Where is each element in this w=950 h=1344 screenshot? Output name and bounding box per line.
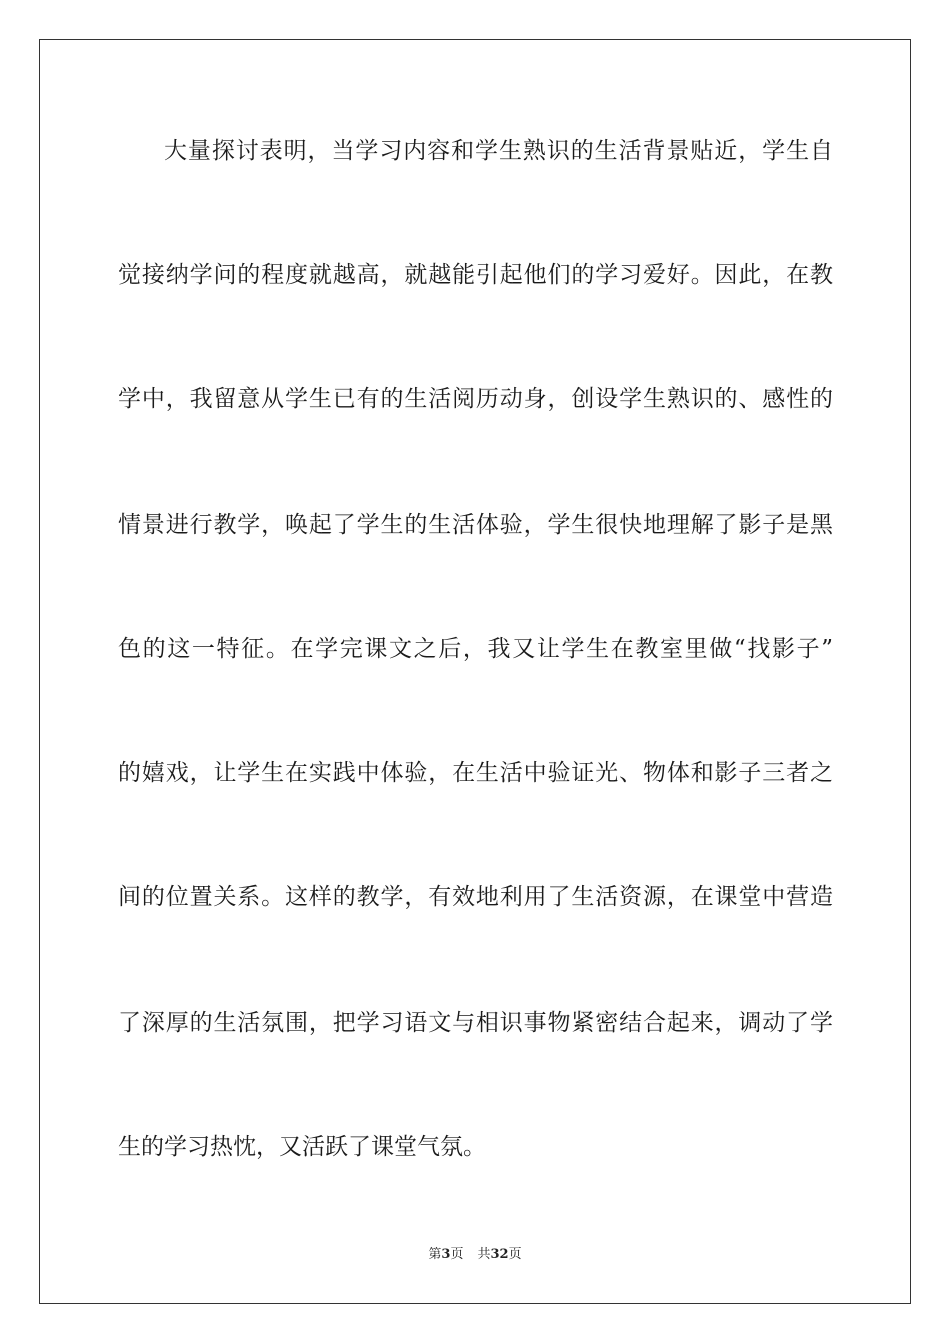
total-suffix: 页 [508,1247,522,1262]
paragraph-line-9: 生的学习热忱，又活跃了课堂气氛。 [118,1134,486,1160]
page-suffix: 页 [450,1247,464,1262]
paragraph-line-5: 色的这一特征。在学完课文之后，我又让学生在教室里做“找影子” [118,636,833,662]
current-page-number: 3 [441,1247,451,1262]
paragraph-line-1: 大量探讨表明，当学习内容和学生熟识的生活背景贴近，学生自 [164,138,833,164]
paragraph-line-4: 情景进行教学，唤起了学生的生活体验，学生很快地理解了影子是黑 [118,512,833,538]
page-footer [0,1246,950,1264]
page-prefix: 第 [428,1247,442,1262]
total-pages-number: 32 [490,1247,509,1262]
paragraph-line-7: 间的位置关系。这样的教学，有效地利用了生活资源，在课堂中营造 [118,884,833,910]
total-prefix: 共 [477,1247,491,1262]
paragraph-line-2: 觉接纳学问的程度就越高，就越能引起他们的学习爱好。因此，在教 [118,262,833,288]
paragraph-line-3: 学中，我留意从学生已有的生活阅历动身，创设学生熟识的、感性的 [118,386,833,412]
paragraph-line-8: 了深厚的生活氛围，把学习语文与相识事物紧密结合起来，调动了学 [118,1010,833,1036]
page-border [39,39,911,1304]
paragraph-line-6: 的嬉戏，让学生在实践中体验，在生活中验证光、物体和影子三者之 [118,760,833,786]
